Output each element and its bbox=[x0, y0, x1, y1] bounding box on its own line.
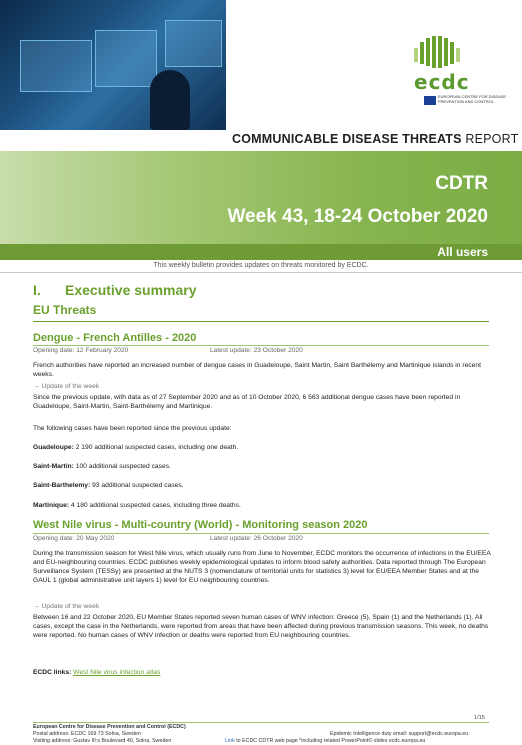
divider bbox=[0, 272, 522, 273]
cdtr-web-link[interactable]: Link bbox=[225, 738, 235, 744]
westnile-update-label: → Update of the week bbox=[33, 603, 100, 610]
place-name: Saint-Barthelemy: bbox=[33, 482, 91, 489]
report-heading-bold: COMMUNICABLE DISEASE THREATS bbox=[232, 132, 462, 146]
westnile-title: West Nile virus - Multi-country (World) - Monitoring season 2020 bbox=[33, 519, 368, 531]
divider bbox=[33, 321, 489, 322]
westnile-update-text: Between 16 and 22 October 2020, EU Member States reported seven human cases of WNV infection: Greece (5), Spain (1) and the Netherlands (1). All cases, except the case in the Netherlands, were reported from areas that have been affected during previous transmission seasons. This week, no deaths were reported. No human cases of WNV infection or deaths were reported from EU neighbouring countries. bbox=[33, 614, 489, 639]
list-item bbox=[33, 501, 495, 510]
dengue-opening-date: Opening date: 12 February 2020 bbox=[33, 347, 129, 354]
web-link-text: to ECDC CDTR web page °including related PowerPoint© slides ecdc.europa.eu bbox=[234, 738, 426, 744]
audience-bar bbox=[0, 244, 522, 260]
report-title: CDTR bbox=[435, 173, 488, 194]
org-name: European Centre for Disease Prevention and Control (ECDC) bbox=[33, 724, 186, 730]
footer-org bbox=[33, 724, 186, 731]
intro-text: This weekly bulletin provides updates on threats monitored by ECDC. bbox=[153, 262, 369, 269]
place-name: Saint-Martin: bbox=[33, 463, 74, 470]
report-week: Week 43, 18-24 October 2020 bbox=[227, 206, 488, 227]
dengue-reported-intro: The following cases have been reported since the previous update: bbox=[33, 425, 232, 432]
place-text: 93 additional suspected cases. bbox=[90, 482, 184, 489]
title-band bbox=[0, 151, 522, 244]
list-item bbox=[33, 481, 495, 490]
westnile-summary: During the transmission season for West Nile virus, which usually runs from June to November, ECDC monitors the occurrence of infections in the EU/EEA and EU-neighbouring countries. ECDC publishes weekly epidemiological updates to inform blood safety authorities. Data reported through The European Surveillance System (TESSy) are presented at the NUTS 3 (nomenclature of territorial units for statistics 3) level for EU/EEA Member States and at the GAUL 1 (global administrative unit layers 1) level for EU neighbouring countries. bbox=[33, 550, 491, 584]
monitor-screen bbox=[165, 20, 222, 67]
divider bbox=[33, 345, 489, 346]
westnile-opening-date: Opening date: 20 May 2020 bbox=[33, 535, 115, 542]
monitor-screen bbox=[20, 40, 92, 92]
dengue-summary: French authorities have reported an increased number of dengue cases in Guadeloupe, Saint Martin, Saint Barthélemy and Martinique islands in recent weeks. bbox=[33, 362, 481, 378]
divider bbox=[33, 533, 489, 534]
section-subtitle: EU Threats bbox=[33, 303, 97, 317]
list-item bbox=[33, 443, 495, 452]
place-text: 100 additional suspected cases. bbox=[73, 463, 171, 470]
footer-visiting: Visiting address: Gustav III:s Boulevard 40, Solna, Sweden bbox=[33, 738, 172, 744]
footer-web-link bbox=[225, 738, 425, 745]
links-label: ECDC links: bbox=[33, 669, 72, 676]
place-text: 4 180 additional suspected cases, including three deaths. bbox=[69, 502, 241, 509]
place-name: Guadeloupe: bbox=[33, 444, 74, 451]
westnile-latest-update: Latest update: 26 October 2020 bbox=[210, 535, 303, 542]
page-number: 1/15 bbox=[474, 715, 485, 721]
section-number: I. bbox=[33, 282, 41, 298]
footer-postal: Postal address: ECDC 169 73 Solna, Sweden bbox=[33, 731, 141, 737]
west-nile-atlas-link[interactable]: West Nile virus infection atlas bbox=[73, 669, 161, 676]
eu-flag-icon bbox=[424, 96, 436, 105]
section-heading bbox=[33, 282, 197, 298]
dengue-latest-update: Latest update: 23 October 2020 bbox=[210, 347, 303, 354]
dengue-update-text: Since the previous update, with data as of 27 September 2020 and as of 10 October 2020, 6 563 additional dengue cases have been reported in Guadeloupe, Saint-Martin, Saint-Barthélemy and Martinique. bbox=[33, 394, 461, 410]
footer-duty-email: Epidemic Intelligence duty email: support@ecdc.europa.eu bbox=[330, 731, 469, 737]
dengue-title: Dengue - French Antilles - 2020 bbox=[33, 332, 197, 344]
report-heading bbox=[232, 132, 518, 146]
place-text: 2 190 additional suspected cases, including one death. bbox=[73, 444, 239, 451]
logo-subtitle: EUROPEAN CENTRE FOR DISEASE PREVENTION AND CONTROL bbox=[438, 94, 507, 104]
place-name: Martinique: bbox=[33, 502, 70, 509]
audience-label: All users bbox=[437, 245, 488, 259]
logo-wordmark: ecdc bbox=[414, 70, 470, 94]
cover-photo bbox=[0, 0, 226, 130]
monitor-screen bbox=[95, 30, 157, 87]
person-silhouette bbox=[150, 70, 190, 130]
list-item bbox=[33, 462, 495, 471]
section-title: Executive summary bbox=[65, 282, 197, 298]
report-heading-normal: REPORT bbox=[465, 132, 519, 146]
dengue-update-label: → Update of the week bbox=[33, 383, 100, 390]
ecdc-links bbox=[33, 668, 495, 677]
divider bbox=[33, 722, 489, 723]
